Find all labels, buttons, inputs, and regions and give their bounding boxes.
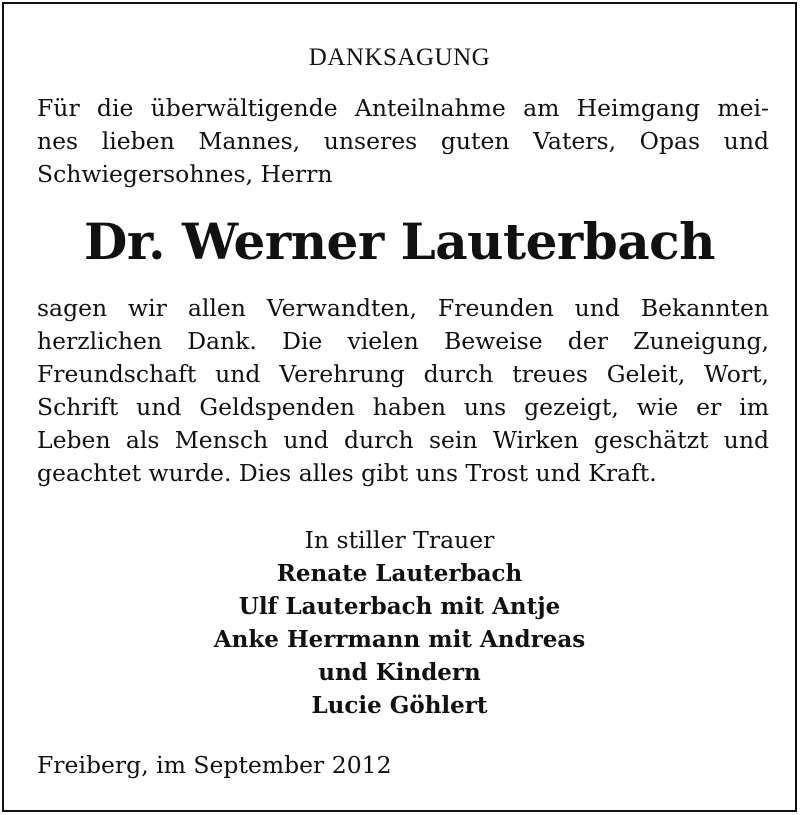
obituary-notice — [2, 2, 797, 812]
thanks-line: geachtet wurde. Dies alles gibt uns Trost und Kraft. — [37, 459, 657, 487]
mourner-name: Lucie Göhlert — [311, 692, 488, 719]
mourner-name: Renate Lauterbach — [276, 560, 523, 587]
mourning-line: In stiller Trauer — [304, 526, 495, 554]
thanks-line: sagen wir allen Verwandten, Freunden und Bekannten — [37, 294, 769, 322]
intro-line: Für die überwältigende Anteilnahme am Heimgang mei- — [37, 94, 769, 122]
mourner-name: Anke Herrmann mit Andreas — [213, 626, 586, 653]
mourner-name: und Kindern — [318, 659, 481, 686]
place-date: Freiberg, im September 2012 — [37, 751, 392, 779]
thanks-paragraph — [37, 292, 769, 490]
thanks-line: Leben als Mensch und durch sein Wirken geschätzt und — [37, 426, 769, 454]
mourners-list — [4, 557, 795, 722]
notice-heading: DANKSAGUNG — [308, 44, 491, 71]
intro-line: Schwiegersohnes, Herrn — [37, 160, 333, 188]
deceased-name: Dr. Werner Lauterbach — [84, 212, 715, 271]
intro-paragraph — [37, 92, 769, 191]
thanks-line: Schrift und Geldspenden haben uns gezeigt, wie er im — [37, 393, 769, 421]
thanks-line: Freundschaft und Verehrung durch treues Geleit, Wort, — [37, 360, 769, 388]
thanks-line: herzlichen Dank. Die vielen Beweise der Zuneigung, — [37, 327, 769, 355]
intro-line: nes lieben Mannes, unseres guten Vaters, Opas und — [37, 127, 769, 155]
mourner-name: Ulf Lauterbach mit Antje — [238, 593, 561, 620]
